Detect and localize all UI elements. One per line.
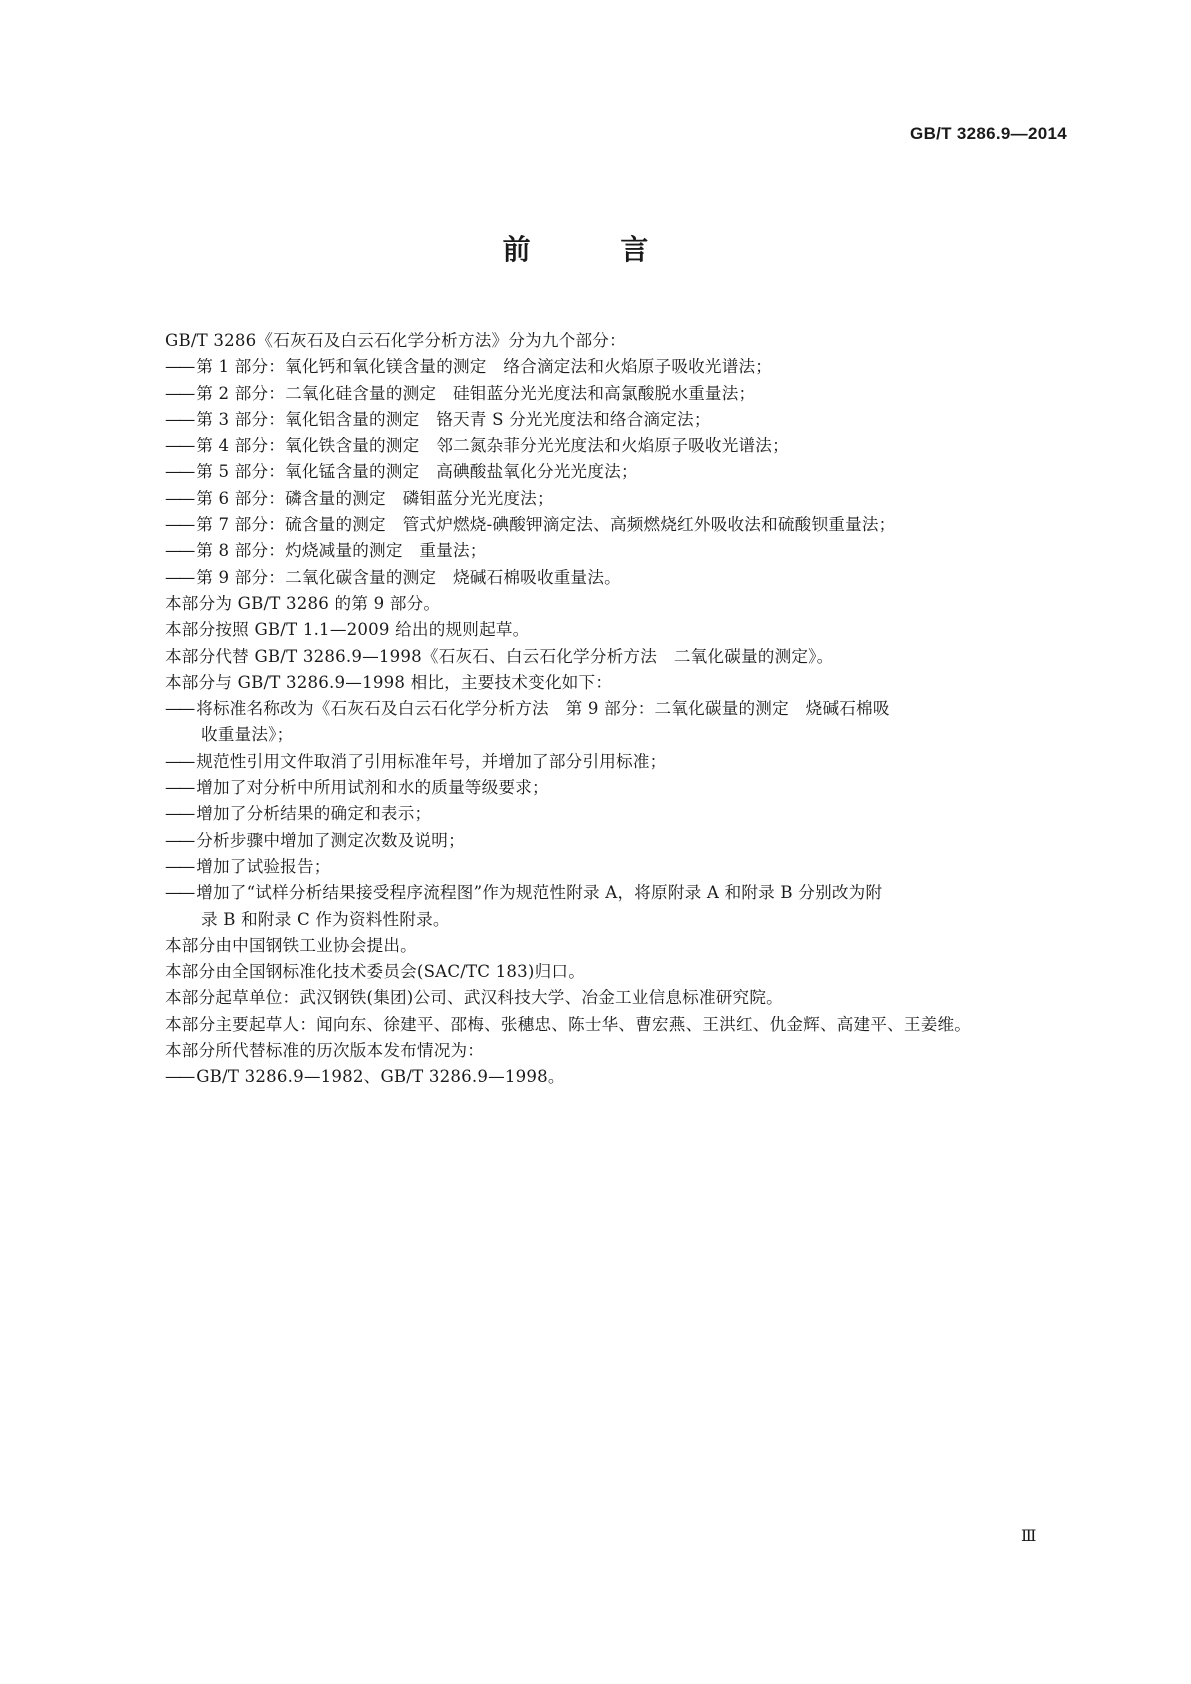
paragraph: 本部分由中国钢铁工业协会提出。 [165,935,417,955]
paragraph: 本部分按照 GB/T 1.1—2009 给出的规则起草。 [165,620,530,640]
change-item: —— 规范性引用文件取消了引用标准年号，并增加了部分引用标准； [165,749,1065,775]
paragraph: 本部分为 GB/T 3286 的第 9 部分。 [165,593,441,613]
change-item: —— 分析步骤中增加了测定次数及说明； [165,828,1065,854]
page-number: Ⅲ [1021,1526,1037,1545]
paragraph: 本部分与 GB/T 3286.9—1998 相比，主要技术变化如下： [165,672,613,692]
change-item: —— 将标准名称改为《石灰石及白云石化学分析方法 第 9 部分：二氧化碳量的测定 烧碱石棉吸 [165,696,1065,722]
list-item-part-9: —— 第 9 部分：二氧化碳含量的测定 烧碱石棉吸收重量法。 [165,565,1065,591]
history-item: —— GB/T 3286.9—1982、GB/T 3286.9—1998。 [165,1064,1065,1090]
list-item-part-6: —— 第 6 部分：磷含量的测定 磷钼蓝分光光度法； [165,486,1065,512]
list-item-part-8: —— 第 8 部分：灼烧减量的测定 重量法； [165,538,1065,564]
paragraph: 本部分所代替标准的历次版本发布情况为： [165,1041,485,1061]
change-item: —— 增加了分析结果的确定和表示； [165,801,1065,827]
list-item-part-2: —— 第 2 部分：二氧化硅含量的测定 硅钼蓝分光光度法和高氯酸脱水重量法； [165,381,1065,407]
change-item: —— 增加了对分析中所用试剂和水的质量等级要求； [165,775,1065,801]
list-item-part-5: —— 第 5 部分：氧化锰含量的测定 高碘酸盐氧化分光光度法； [165,459,1065,485]
paragraph: 本部分主要起草人：闻向东、徐建平、邵梅、张穗忠、陈士华、曹宏燕、王洪红、仇金辉、高建平、王姜维。 [165,1014,972,1034]
list-item-part-7: —— 第 7 部分：硫含量的测定 管式炉燃烧-碘酸钾滴定法、高频燃烧红外吸收法和硫酸钡重量法； [165,512,1065,538]
change-item: —— 增加了“试样分析结果接受程序流程图”作为规范性附录 A，将原附录 A 和附录 B 分别改为附 [165,880,1065,906]
change-item: —— 增加了试验报告； [165,854,1065,880]
list-item-part-1: —— 第 1 部分：氧化钙和氧化镁含量的测定 络合滴定法和火焰原子吸收光谱法； [165,354,1065,380]
paragraph: 本部分由全国钢标准化技术委员会(SAC/TC 183)归口。 [165,962,585,982]
paragraph: 本部分起草单位：武汉钢铁(集团)公司、武汉科技大学、冶金工业信息标准研究院。 [165,988,783,1008]
change-item-continuation: 收重量法》； [201,725,294,745]
list-item-part-4: —— 第 4 部分：氧化铁含量的测定 邻二氮杂菲分光光度法和火焰原子吸收光谱法； [165,433,1065,459]
change-item-continuation: 录 B 和附录 C 作为资料性附录。 [201,909,450,929]
foreword-body [165,328,1065,1091]
page-title: 前 言 [502,233,689,266]
standard-number: GB/T 3286.9—2014 [910,124,1067,143]
paragraph: 本部分代替 GB/T 3286.9—1998《石灰石、白云石化学分析方法 二氧化碳量的测定》。 [165,646,834,666]
list-item-part-3: —— 第 3 部分：氧化铝含量的测定 铬天青 S 分光光度法和络合滴定法； [165,407,1065,433]
paragraph: GB/T 3286《石灰石及白云石化学分析方法》分为九个部分： [165,331,626,350]
